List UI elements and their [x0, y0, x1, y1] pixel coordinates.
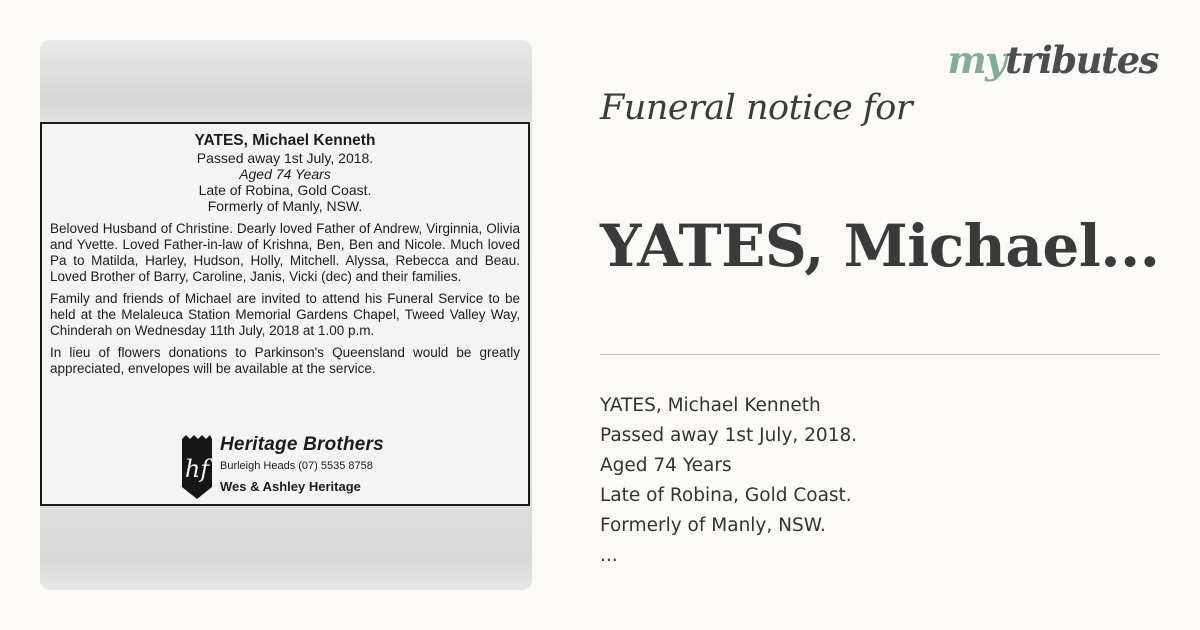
divider-rule [600, 354, 1160, 355]
newspaper-notice-clipping [40, 122, 530, 506]
logo-part-my: my [947, 38, 1006, 82]
mytributes-logo[interactable] [947, 38, 1158, 82]
summary-line: Aged 74 Years [600, 455, 732, 476]
notice-formerly-of: Formerly of Manly, NSW. [207, 198, 363, 214]
notice-header [42, 124, 528, 214]
funeral-director-name: Heritage Brothers [220, 434, 384, 455]
notice-service-paragraph: Family and friends of Michael are invited to attend his Funeral Service to be held at the Melaleuca Station Memorial Gardens Chapel, Tweed Valley Way, Chinderah on Wednesday 11th July, 2018 at 1.00 p.m. [50, 291, 520, 338]
funeral-director-block [180, 433, 400, 501]
notice-family-paragraph: Beloved Husband of Christine. Dearly loved Father of Andrew, Virginnia, Olivia and Yvette. Loved Father-in-law of Krishna, Ben, Ben and Nicole. Much loved Pa to Matilda, Harley, Hudson, Holly, Mitchell. Alyssa, Rebecca and Beau. Loved Brother of Barry, Caroline, Janis, Vicki (dec) and their families. [50, 221, 520, 284]
summary-line: Late of Robina, Gold Coast. [600, 485, 852, 506]
summary-ellipsis: ... [600, 545, 618, 566]
notice-age: Aged 74 Years [239, 166, 331, 182]
notice-late-of: Late of Robina, Gold Coast. [198, 182, 372, 198]
notice-deceased-name: YATES, Michael Kenneth [194, 132, 376, 149]
notice-passed-date: Passed away 1st July, 2018. [196, 150, 374, 166]
logo-monogram: hf [184, 455, 210, 483]
notice-summary [600, 391, 857, 571]
heritage-brothers-shield-logo-icon [180, 433, 214, 501]
notice-subtitle: Funeral notice for [600, 88, 913, 128]
logo-part-tributes: tributes [1005, 38, 1158, 82]
funeral-director-people: Wes & Ashley Heritage [220, 479, 361, 494]
notice-image-card [40, 40, 532, 590]
summary-line: Passed away 1st July, 2018. [600, 425, 858, 446]
summary-line: Formerly of Manly, NSW. [600, 515, 826, 536]
funeral-director-location-phone: Burleigh Heads (07) 5535 8758 [220, 460, 373, 472]
summary-line: YATES, Michael Kenneth [600, 395, 821, 416]
notice-donations-paragraph: In lieu of flowers donations to Parkinson's Queensland would be greatly appreciated, envelopes will be available at the service. [50, 345, 520, 376]
deceased-name-heading: YATES, Michael... [600, 212, 1160, 280]
